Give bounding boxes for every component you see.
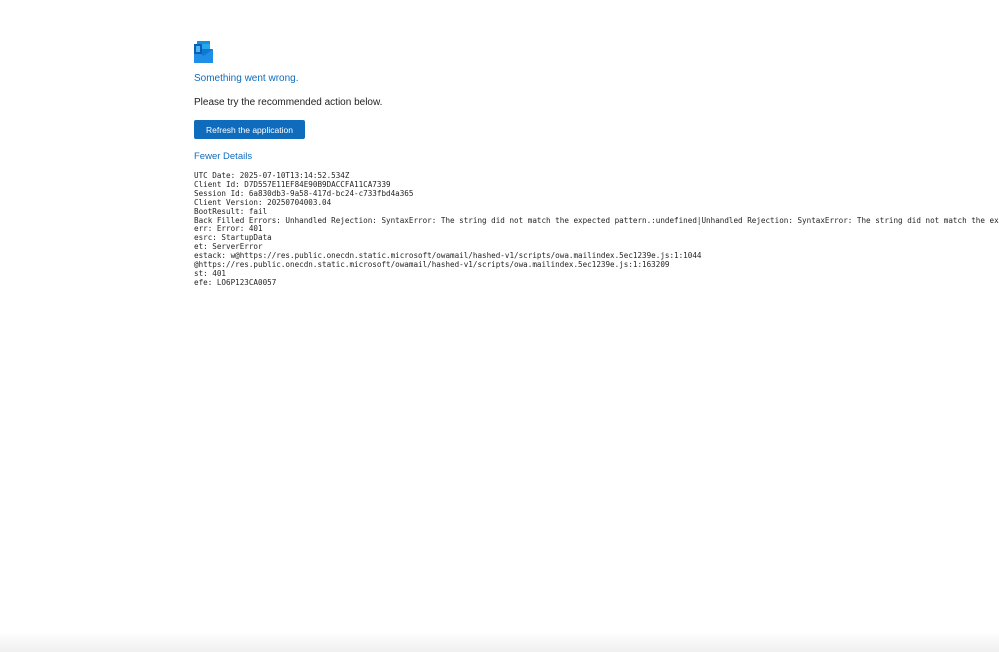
fewer-details-link[interactable]: Fewer Details: [194, 151, 253, 162]
details-line-client-version: Client Version: 20250704003.04: [194, 198, 332, 207]
details-line-utc-date: UTC Date: 2025-07-10T13:14:52.534Z: [194, 172, 350, 180]
error-title: Something went wrong.: [194, 73, 299, 84]
refresh-application-button[interactable]: Refresh the application: [194, 120, 305, 139]
bottom-shadow: [0, 632, 999, 652]
details-line-boot-result: BootResult: fail: [194, 207, 268, 216]
details-line-efe: efe: LO6P123CA0057: [194, 278, 277, 287]
details-line-err: err: Error: 401: [194, 225, 263, 234]
details-line-estack-continued: @https://res.public.onecdn.static.microsoft/owamail/hashed-v1/scripts/owa.mailindex.5ec1239e.js:1:163209: [194, 261, 670, 270]
outlook-logo-icon: [194, 41, 213, 63]
details-line-et: et: ServerError: [194, 243, 263, 252]
error-details: [194, 172, 999, 288]
details-line-esrc: esrc: StartupData: [194, 234, 272, 243]
error-instruction: Please try the recommended action below.: [194, 97, 383, 108]
details-line-back-filled-errors: Back Filled Errors: Unhandled Rejection: SyntaxError: The string did not match the expected pattern.:undefined|Unhandled Rejection: SyntaxError: The string did not match the ex: [194, 216, 999, 225]
details-line-st: st: 401: [194, 269, 227, 278]
details-line-estack: estack: w@https://res.public.onecdn.static.microsoft/owamail/hashed-v1/scripts/owa.mailindex.5ec1239e.js:1:1044: [194, 252, 702, 261]
details-line-client-id: Client Id: D7D557E11EF84E90B9DACCFA11CA7339: [194, 180, 391, 189]
details-line-session-id: Session Id: 6a830db3-9a58-417d-bc24-c733fbd4a365: [194, 189, 414, 198]
